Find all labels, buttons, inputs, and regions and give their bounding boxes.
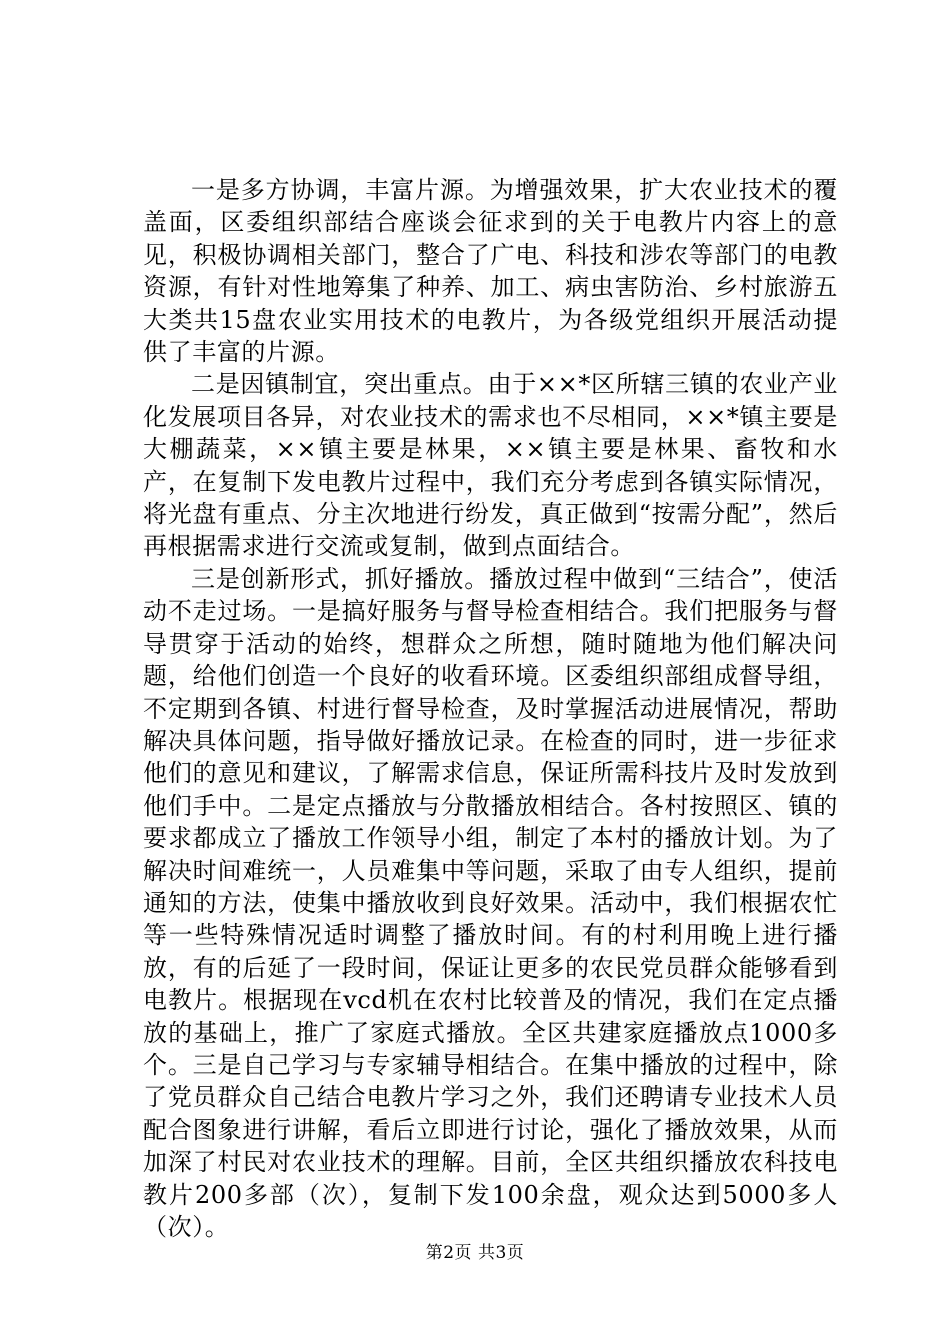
paragraph-2: 二是因镇制宜，突出重点。由于××*区所辖三镇的农业产业化发展项目各异，对农业技术的需求也不尽相同，××*镇主要是大棚蔬菜，××镇主要是林果，××镇主要是林果、畜牧和水产，在复制下发电教片过程中，我们充分考虑到各镇实际情况，将光盘有重点、分主次地进行纷发，真正做到“按需分配”，然后再根据需求进行交流或复制，做到点面结合。 [143,370,838,561]
paragraph-1: 一是多方协调，丰富片源。为增强效果，扩大农业技术的覆盖面，区委组织部结合座谈会征求到的关于电教片内容上的意见，积极协调相关部门，整合了广电、科技和涉农等部门的电教资源，有针对性地筹集了种养、加工、病虫害防治、乡村旅游五大类共15盘农业实用技术的电教片，为各级党组织开展活动提供了丰富的片源。 [143,176,838,367]
paragraph-3: 三是创新形式，抓好播放。播放过程中做到“三结合”，使活动不走过场。一是搞好服务与督导检查相结合。我们把服务与督导贯穿于活动的始终，想群众之所想，随时随地为他们解决问题，给他们创造一个良好的收看环境。区委组织部组成督导组，不定期到各镇、村进行督导检查，及时掌握活动进展情况，帮助解决具体问题，指导做好播放记录。在检查的同时，进一步征求他们的意见和建议，了解需求信息，保证所需科技片及时发放到他们手中。二是定点播放与分散播放相结合。各村按照区、镇的要求都成立了播放工作领导小组，制定了本村的播放计划。为了解决时间难统一，人员难集中等问题，采取了由专人组织，提前通知的方法，使集中播放收到良好效果。活动中，我们根据农忙等一些特殊情况适时调整了播放时间。有的村利用晚上进行播放，有的后延了一段时间，保证让更多的农民党员群众能够看到电教片。根据现在vcd机在农村比较普及的情况，我们在定点播放的基础上，推广了家庭式播放。全区共建家庭播放点1000多个。三是自己学习与专家辅导相结合。在集中播放的过程中，除了党员群众自己结合电教片学习之外，我们还聘请专业技术人员配合图象进行讲解，看后立即进行讨论，强化了播放效果，从而加深了村民对农业技术的理解。目前，全区共组织播放农科技电教片200多部（次），复制下发100余盘，观众达到5000多人（次）。 [143,564,838,1241]
document-body [143,174,838,1243]
page-footer: 第2页 共3页 [425,1243,525,1263]
